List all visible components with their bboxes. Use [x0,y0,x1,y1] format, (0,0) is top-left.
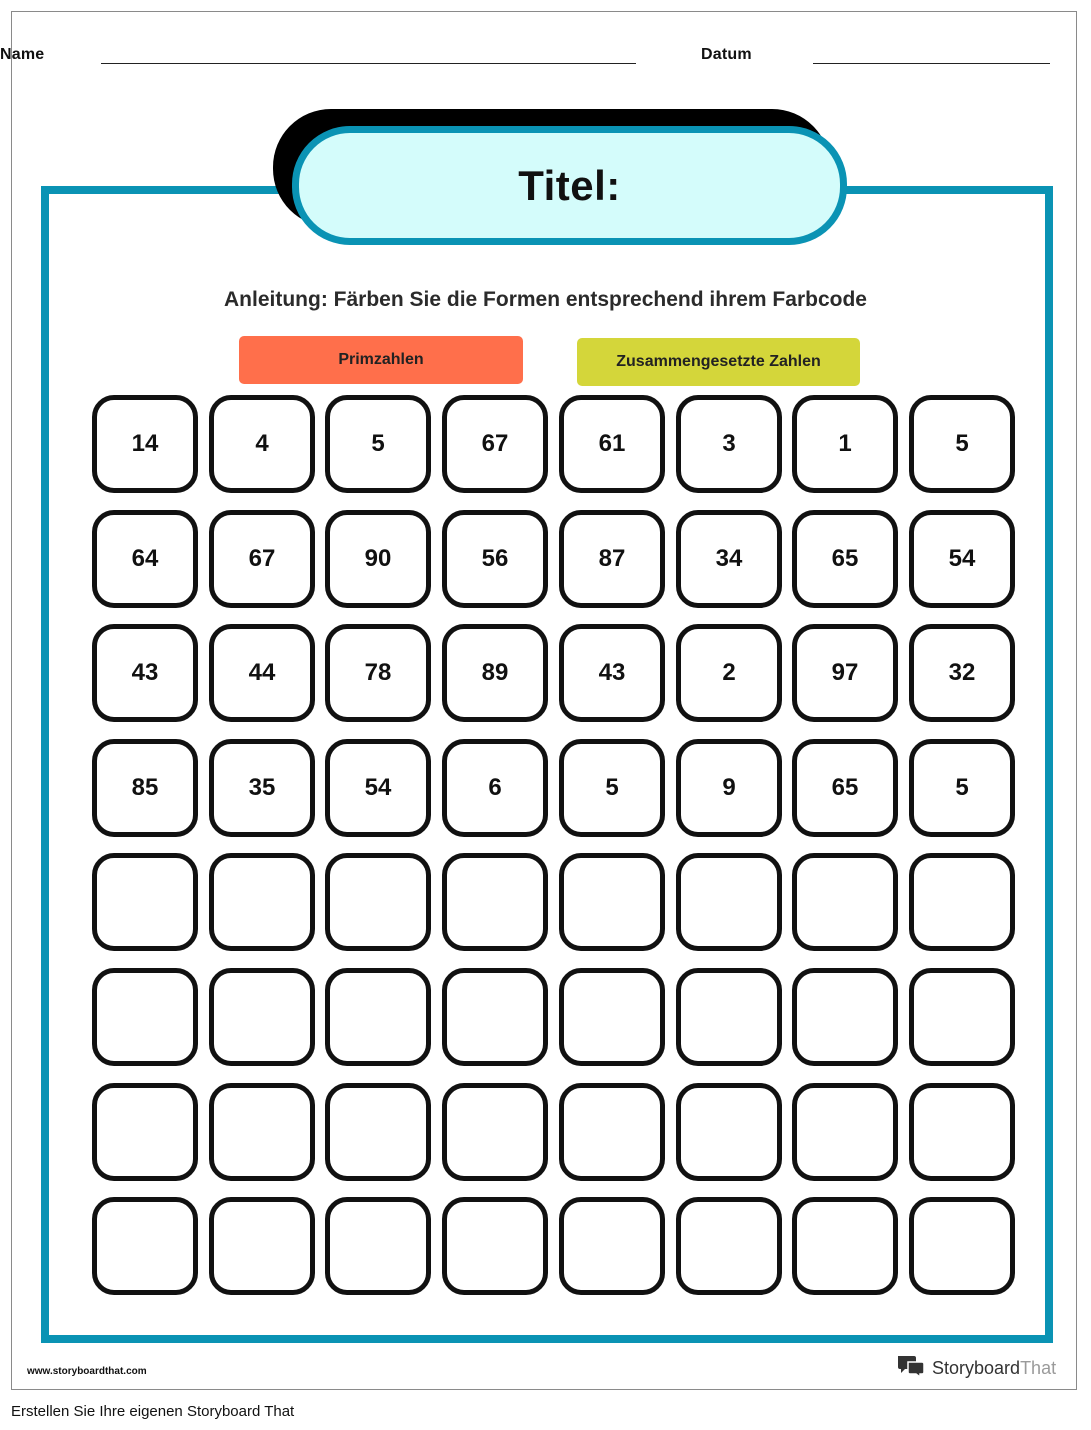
storyboardthat-logo [896,1354,1056,1383]
number-cell[interactable] [442,1083,548,1181]
number-cell[interactable] [559,1197,665,1295]
number-cell[interactable] [325,853,431,951]
number-cell[interactable]: 54 [909,510,1015,608]
logo-main-text: Storyboard [932,1358,1021,1378]
number-cell[interactable]: 89 [442,624,548,722]
number-cell[interactable]: 5 [909,739,1015,837]
number-cell[interactable] [909,1083,1015,1181]
date-line [813,63,1050,64]
number-cell[interactable]: 5 [559,739,665,837]
number-cell[interactable]: 87 [559,510,665,608]
number-cell[interactable] [676,968,782,1066]
number-cell[interactable]: 35 [209,739,315,837]
number-cell[interactable]: 43 [559,624,665,722]
number-cell[interactable]: 65 [792,510,898,608]
number-cell[interactable] [92,968,198,1066]
number-cell[interactable] [909,853,1015,951]
number-cell[interactable]: 85 [92,739,198,837]
number-cell[interactable] [442,968,548,1066]
instruction-text: Anleitung: Färben Sie die Formen entsprechend ihrem Farbcode [224,288,867,311]
number-cell[interactable]: 2 [676,624,782,722]
number-cell[interactable]: 43 [92,624,198,722]
legend-prime [239,336,523,384]
number-cell[interactable]: 5 [909,395,1015,493]
number-cell[interactable] [559,968,665,1066]
number-cell[interactable] [676,853,782,951]
number-cell[interactable]: 6 [442,739,548,837]
number-cell[interactable] [325,968,431,1066]
number-cell[interactable] [792,853,898,951]
number-cell[interactable] [209,853,315,951]
legend-prime-label: Primzahlen [338,351,424,368]
number-cell[interactable]: 64 [92,510,198,608]
number-cell[interactable] [442,853,548,951]
number-cell[interactable] [325,1197,431,1295]
number-cell[interactable] [909,1197,1015,1295]
number-cell[interactable]: 14 [92,395,198,493]
number-cell[interactable] [92,853,198,951]
number-cell[interactable]: 34 [676,510,782,608]
number-cell[interactable] [792,1197,898,1295]
title-box [292,126,847,245]
number-cell[interactable] [792,1083,898,1181]
number-cell[interactable] [676,1197,782,1295]
number-cell[interactable] [909,968,1015,1066]
name-label: Name [0,46,45,63]
number-cell[interactable] [209,1083,315,1181]
number-cell[interactable] [559,853,665,951]
number-cell[interactable] [325,1083,431,1181]
number-cell[interactable]: 5 [325,395,431,493]
number-cell[interactable] [209,1197,315,1295]
number-cell[interactable] [92,1197,198,1295]
number-cell[interactable]: 65 [792,739,898,837]
number-cell[interactable] [559,1083,665,1181]
number-cell[interactable]: 1 [792,395,898,493]
number-cell[interactable]: 78 [325,624,431,722]
number-cell[interactable]: 54 [325,739,431,837]
number-cell[interactable]: 44 [209,624,315,722]
legend-composite-label: Zusammengesetzte Zahlen [616,353,821,370]
number-cell[interactable]: 56 [442,510,548,608]
number-cell[interactable]: 67 [442,395,548,493]
number-cell[interactable]: 32 [909,624,1015,722]
number-cell[interactable] [676,1083,782,1181]
number-cell[interactable]: 67 [209,510,315,608]
number-cell[interactable]: 9 [676,739,782,837]
number-cell[interactable] [792,968,898,1066]
number-cell[interactable] [92,1083,198,1181]
number-cell[interactable]: 4 [209,395,315,493]
number-cell[interactable]: 3 [676,395,782,493]
number-cell[interactable]: 97 [792,624,898,722]
date-label: Datum [701,46,752,63]
legend-composite [577,338,860,386]
speech-bubbles-icon [896,1354,926,1383]
page-title: Titel: [518,161,621,209]
name-line [101,63,636,64]
bottom-caption: Erstellen Sie Ihre eigenen Storyboard That [11,1403,295,1420]
number-cell[interactable]: 90 [325,510,431,608]
number-cell[interactable] [442,1197,548,1295]
footer-url: www.storyboardthat.com [27,1366,147,1377]
number-cell[interactable]: 61 [559,395,665,493]
number-cell[interactable] [209,968,315,1066]
logo-light-text: That [1020,1358,1057,1378]
